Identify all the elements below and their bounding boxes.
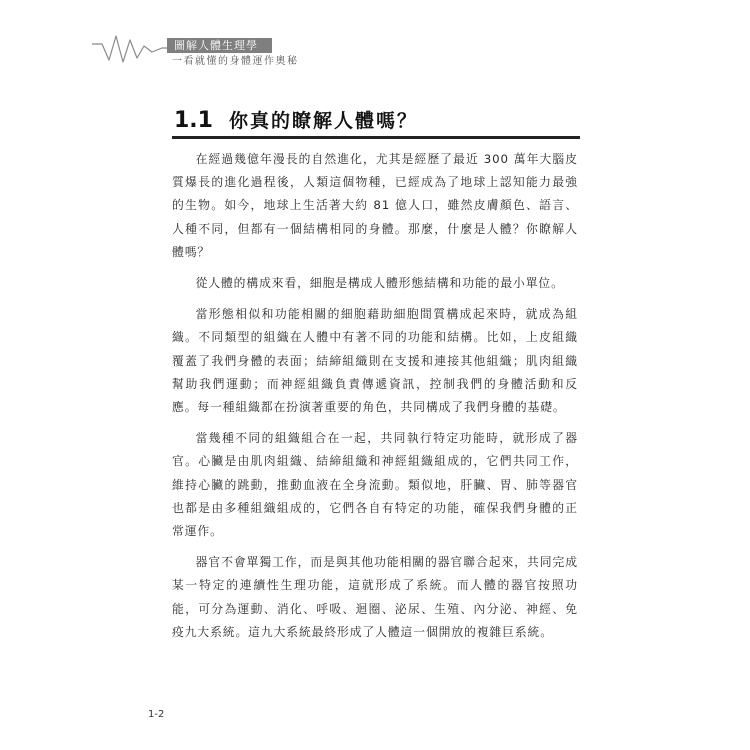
section-number: 1.1 [174,108,213,133]
paragraph: 從人體的構成來看，細胞是構成人體形態結構和功能的最小單位。 [195,276,564,291]
body-text [172,148,578,652]
paragraph: 當形態相似和功能相關的細胞藉助細胞間質構成起來時，就成為組織。不同類型的組織在人體中有著不同的功能和結構。比如，上皮組織覆蓋了我們身體的表面；結締組織則在支援和連接其他組織；肌肉組織幫助我們運動；而神經組織負責傳遞資訊，控制我們的身體活動和反應。每一種組織都在扮演著重要的角色，共同構成了我們身體的基礎。 [172,307,578,415]
section-title: 你真的瞭解人體嗎？ [228,110,418,132]
page-number: 1-2 [148,709,165,720]
running-header-subtitle: 一看就懂的身體運作奧秘 [172,56,299,67]
paragraph: 在經過幾億年漫長的自然進化，尤其是經歷了最近 300 萬年大腦皮質爆長的進化過程後，人類這個物種，已經成為了地球上認知能力最強的生物。如今，地球上生活著大約 81 億人口，雖然皮膚顏色、語言、人種不同，但都有一個結構相同的身體。那麼，什麼是人體？你瞭解人體嗎？ [172,152,578,259]
section-heading [172,100,580,139]
running-header-title: 圖解人體生理學 [167,38,272,53]
paragraph: 器官不會單獨工作，而是與其他功能相關的器官聯合起來，共同完成某一特定的連續性生理功能，這就形成了系統。而人體的器官按照功能，可分為運動、消化、呼吸、迴圈、泌尿、生殖、內分泌、神經、免疫九大系統。這九大系統最終形成了人體這一個開放的複雜巨系統。 [172,555,578,639]
heartbeat-line-icon [92,32,172,72]
paragraph: 當幾種不同的組織組合在一起，共同執行特定功能時，就形成了器官。心臟是由肌肉組織、結締組織和神經組織組成的，它們共同工作，維持心臟的跳動，推動血液在全身流動。類似地，肝臟、胃、肺等器官也都是由多種組織組成的，它們各自有特定的功能，確保我們身體的正常運作。 [172,431,578,539]
